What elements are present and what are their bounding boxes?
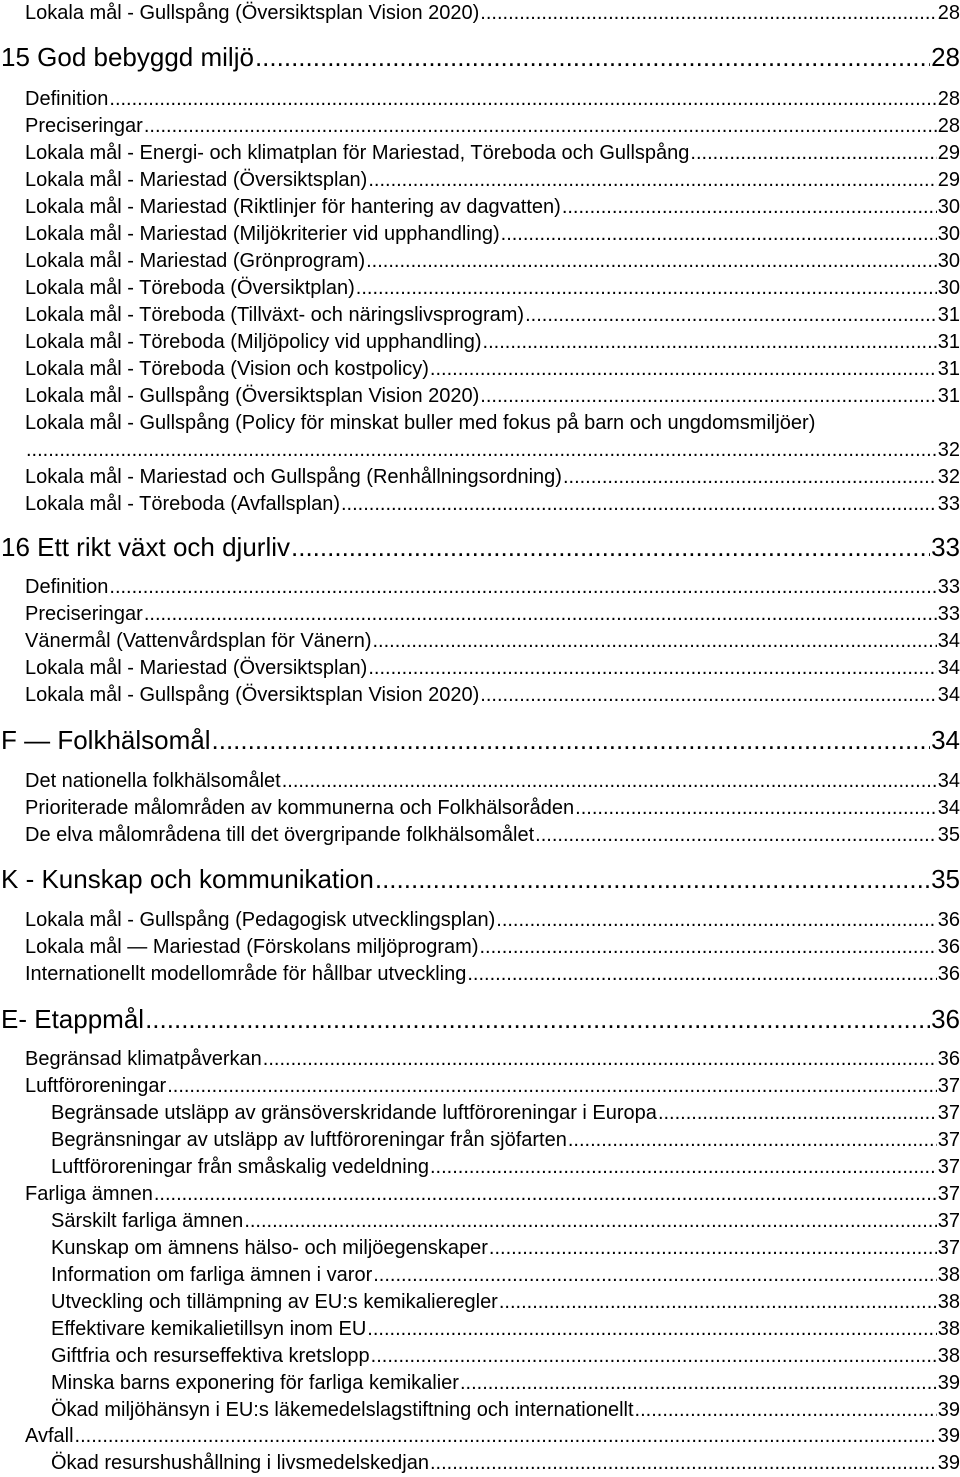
dot-leader xyxy=(460,1370,937,1397)
toc-page-number: 37 xyxy=(937,1075,960,1097)
toc-entry[interactable] xyxy=(25,221,960,248)
toc-entry[interactable] xyxy=(25,356,960,383)
toc-page-number: 33 xyxy=(937,576,960,598)
dot-leader xyxy=(483,329,937,356)
toc-page-number: 37 xyxy=(937,1237,960,1259)
toc-page-number: 31 xyxy=(937,358,960,380)
toc-entry[interactable] xyxy=(25,464,960,491)
toc-entry[interactable] xyxy=(51,1370,960,1397)
toc-page-number: 37 xyxy=(937,1183,960,1205)
toc-entry-title: 16 Ett rikt växt och djurliv xyxy=(1,532,290,562)
dot-leader xyxy=(479,934,936,961)
toc-entry[interactable] xyxy=(25,437,960,464)
toc-entry[interactable] xyxy=(51,1262,960,1289)
dot-leader xyxy=(368,167,936,194)
toc-entry-title: Lokala mål - Gullspång (Pedagogisk utvecklingsplan) xyxy=(25,909,496,931)
dot-leader xyxy=(368,655,936,682)
toc-entry-title: Lokala mål - Töreboda (Översiktplan) xyxy=(25,277,355,299)
toc-entry-title: Luftföroreningar från småskalig vedeldning xyxy=(51,1156,429,1178)
toc-entry-title: Lokala mål - Mariestad (Översiktsplan) xyxy=(25,657,368,679)
toc-page-number: 38 xyxy=(937,1318,960,1340)
toc-entry[interactable] xyxy=(25,113,960,140)
toc-entry[interactable] xyxy=(51,1154,960,1181)
toc-page-number: 35 xyxy=(937,824,960,846)
toc-page-number: 37 xyxy=(937,1129,960,1151)
toc-entry[interactable] xyxy=(51,1235,960,1262)
toc-entry-title: Lokala mål - Töreboda (Vision och kostpolicy) xyxy=(25,358,429,380)
toc-entry-title: Lokala mål - Mariestad (Miljökriterier vid upphandling) xyxy=(25,223,500,245)
dot-leader xyxy=(255,40,930,74)
toc-entry-title: Preciseringar xyxy=(25,115,143,137)
toc-entry-title: 15 God bebyggd miljö xyxy=(1,42,254,72)
toc-page-number: 38 xyxy=(937,1291,960,1313)
toc-entry-title: Lokala mål - Mariestad och Gullspång (Renhållningsordning) xyxy=(25,466,562,488)
toc-entry[interactable] xyxy=(51,1397,960,1424)
toc-page-number: 28 xyxy=(931,42,960,72)
toc-page-number: 39 xyxy=(937,1372,960,1394)
toc-entry[interactable] xyxy=(25,0,960,27)
toc-page-number: 37 xyxy=(937,1210,960,1232)
toc-entry[interactable] xyxy=(25,1073,960,1100)
toc-entry[interactable] xyxy=(25,907,960,934)
dot-leader xyxy=(499,1289,937,1316)
toc-entry-title: Begränsade utsläpp av gränsöverskridande luftföroreningar i Europa xyxy=(51,1102,657,1124)
toc-entry-title: K - Kunskap och kommunikation xyxy=(1,864,374,894)
toc-entry-title: Begränsningar av utsläpp av luftföroreningar från sjöfarten xyxy=(51,1129,567,1151)
toc-entry-title: Lokala mål - Mariestad (Översiktsplan) xyxy=(25,169,368,191)
toc-page-number: 37 xyxy=(937,1156,960,1178)
toc-page-number: 28 xyxy=(937,2,960,24)
toc-entry-title: Ökad resurshushållning i livsmedelskedjan xyxy=(51,1452,429,1474)
dot-leader xyxy=(154,1181,937,1208)
dot-leader xyxy=(263,1046,937,1073)
toc-entry-title-wrapped[interactable]: Lokala mål - Gullspång (Policy för minskat buller med fokus på barn och ungdomsmiljöer) xyxy=(25,412,816,434)
toc-entry-title: Lokala mål — Mariestad (Förskolans miljöprogram) xyxy=(25,936,479,958)
toc-entry-title: Utveckling och tillämpning av EU:s kemikalieregler xyxy=(51,1291,498,1313)
toc-entry-title: F — Folkhälsomål xyxy=(1,725,211,755)
toc-entry[interactable] xyxy=(25,961,960,988)
toc-page-number: 38 xyxy=(937,1345,960,1367)
toc-entry-title: Lokala mål - Töreboda (Miljöpolicy vid upphandling) xyxy=(25,331,482,353)
toc-entry[interactable] xyxy=(25,601,960,628)
toc-entry[interactable] xyxy=(25,682,960,709)
toc-entry[interactable] xyxy=(51,1450,960,1477)
toc-page-number: 31 xyxy=(937,385,960,407)
dot-leader xyxy=(563,464,937,491)
toc-section-heading[interactable] xyxy=(1,862,960,896)
dot-leader xyxy=(480,383,936,410)
toc-page-number: 33 xyxy=(931,532,960,562)
toc-page-number: 39 xyxy=(937,1452,960,1474)
toc-entry-title: Preciseringar xyxy=(25,603,143,625)
dot-leader xyxy=(291,530,930,564)
toc-entry-title: De elva målområdena till det övergripande folkhälsomålet xyxy=(25,824,535,846)
toc-page-number: 30 xyxy=(937,277,960,299)
toc-entry[interactable] xyxy=(25,574,960,601)
toc-page-number: 34 xyxy=(937,770,960,792)
dot-leader xyxy=(430,356,937,383)
toc-entry[interactable] xyxy=(25,1423,960,1450)
dot-leader xyxy=(635,1397,937,1424)
toc-page-number: 39 xyxy=(937,1425,960,1447)
dot-leader xyxy=(167,1073,937,1100)
toc-page-number: 38 xyxy=(937,1264,960,1286)
toc-entry-title: Farliga ämnen xyxy=(25,1183,153,1205)
dot-leader xyxy=(430,1450,937,1477)
dot-leader xyxy=(26,437,937,464)
dot-leader xyxy=(480,0,936,27)
toc-entry-title: Lokala mål - Gullspång (Översiktsplan Vision 2020) xyxy=(25,385,480,407)
toc-page-number: 30 xyxy=(937,196,960,218)
toc-entry-title: Lokala mål - Mariestad (Grönprogram) xyxy=(25,250,366,272)
toc-entry-title: E- Etappmål xyxy=(1,1004,145,1034)
toc-page-number: 36 xyxy=(937,936,960,958)
dot-leader xyxy=(144,601,937,628)
toc-page-number: 34 xyxy=(937,657,960,679)
toc-entry[interactable] xyxy=(51,1127,960,1154)
toc-page-number: 31 xyxy=(937,331,960,353)
toc-entry[interactable] xyxy=(25,140,960,167)
toc-entry-title: Lokala mål - Töreboda (Avfallsplan) xyxy=(25,493,340,515)
toc-page-number: 36 xyxy=(937,963,960,985)
toc-entry[interactable] xyxy=(51,1316,960,1343)
toc-entry-title: Särskilt farliga ämnen xyxy=(51,1210,244,1232)
toc-entry-title: Lokala mål - Energi- och klimatplan för Mariestad, Töreboda och Gullspång xyxy=(25,142,690,164)
toc-entry-title: Internationellt modellområde för hållbar utveckling xyxy=(25,963,467,985)
toc-section-heading[interactable] xyxy=(1,1002,960,1036)
toc-entry[interactable] xyxy=(25,248,960,275)
dot-leader xyxy=(109,86,936,113)
dot-leader xyxy=(535,822,937,849)
toc-entry[interactable] xyxy=(25,628,960,655)
dot-leader xyxy=(244,1208,936,1235)
dot-leader xyxy=(501,221,937,248)
toc-page-number: 33 xyxy=(937,603,960,625)
dot-leader xyxy=(212,723,931,757)
toc-entry[interactable] xyxy=(51,1208,960,1235)
toc-entry[interactable] xyxy=(51,1289,960,1316)
toc-page-number: 34 xyxy=(937,797,960,819)
toc-entry-title: Definition xyxy=(25,576,109,598)
dot-leader xyxy=(356,275,937,302)
toc-page-number: 37 xyxy=(937,1102,960,1124)
dot-leader xyxy=(496,907,936,934)
dot-leader xyxy=(372,628,936,655)
toc-page-number: 36 xyxy=(937,1048,960,1070)
toc-entry[interactable] xyxy=(25,194,960,221)
toc-page-number: 39 xyxy=(937,1399,960,1421)
toc-entry[interactable] xyxy=(25,302,960,329)
toc-entry[interactable] xyxy=(25,329,960,356)
toc-page-number: 31 xyxy=(937,304,960,326)
toc-entry[interactable] xyxy=(25,86,960,113)
dot-leader xyxy=(371,1343,937,1370)
dot-leader xyxy=(366,248,937,275)
toc-entry[interactable] xyxy=(25,383,960,410)
dot-leader xyxy=(525,302,937,329)
toc-entry[interactable] xyxy=(25,934,960,961)
toc-section-heading[interactable] xyxy=(1,530,960,564)
dot-leader xyxy=(367,1316,936,1343)
toc-entry[interactable] xyxy=(25,167,960,194)
toc-page-number: 30 xyxy=(937,250,960,272)
dot-leader xyxy=(341,491,937,518)
toc-entry-title: Giftfria och resurseffektiva kretslopp xyxy=(51,1345,370,1367)
toc-entry[interactable] xyxy=(25,1181,960,1208)
dot-leader xyxy=(109,574,936,601)
toc-entry-title: Det nationella folkhälsomålet xyxy=(25,770,281,792)
toc-page-number: 34 xyxy=(937,684,960,706)
toc-entry-title: Lokala mål - Gullspång (Översiktsplan Vision 2020) xyxy=(25,2,480,24)
dot-leader xyxy=(144,113,937,140)
toc-entry-title: Lokala mål - Töreboda (Tillväxt- och näringslivsprogram) xyxy=(25,304,525,326)
toc-page-number: 28 xyxy=(937,115,960,137)
dot-leader xyxy=(562,194,937,221)
toc-entry[interactable] xyxy=(25,1046,960,1073)
toc-entry[interactable] xyxy=(25,491,960,518)
dot-leader xyxy=(282,768,937,795)
toc-page-number: 34 xyxy=(937,630,960,652)
toc-entry-title: Ökad miljöhänsyn i EU:s läkemedelslagstiftning och internationellt xyxy=(51,1399,634,1421)
toc-page-number: 29 xyxy=(937,142,960,164)
dot-leader xyxy=(75,1423,937,1450)
toc-entry[interactable] xyxy=(25,655,960,682)
toc-page-number: 30 xyxy=(937,223,960,245)
toc-entry[interactable] xyxy=(25,795,960,822)
toc-page-number: 29 xyxy=(937,169,960,191)
toc-entry-title: Definition xyxy=(25,88,109,110)
toc-entry-title: Kunskap om ämnens hälso- och miljöegenskaper xyxy=(51,1237,488,1259)
dot-leader xyxy=(430,1154,937,1181)
toc-entry-title: Prioriterade målområden av kommunerna och Folkhälsoråden xyxy=(25,797,575,819)
dot-leader xyxy=(467,961,936,988)
toc-page-number: 32 xyxy=(937,439,960,461)
toc-page-number: 28 xyxy=(937,88,960,110)
dot-leader xyxy=(658,1100,937,1127)
toc-entry-title: Avfall xyxy=(25,1425,74,1447)
toc-entry[interactable] xyxy=(25,275,960,302)
dot-leader xyxy=(690,140,936,167)
dot-leader xyxy=(373,1262,937,1289)
toc-entry-title: Effektivare kemikalietillsyn inom EU xyxy=(51,1318,367,1340)
toc-page-number: 36 xyxy=(931,1004,960,1034)
toc-entry[interactable] xyxy=(25,822,960,849)
dot-leader xyxy=(145,1002,930,1036)
toc-entry-title: Luftföroreningar xyxy=(25,1075,167,1097)
dot-leader xyxy=(575,795,937,822)
dot-leader xyxy=(568,1127,937,1154)
dot-leader xyxy=(480,682,936,709)
dot-leader xyxy=(489,1235,937,1262)
toc-entry-title: Lokala mål - Gullspång (Översiktsplan Vision 2020) xyxy=(25,684,480,706)
dot-leader xyxy=(375,862,930,896)
toc-page-number: 33 xyxy=(937,493,960,515)
toc-entry-title: Vänermål (Vattenvårdsplan för Vänern) xyxy=(25,630,372,652)
toc-page-number: 34 xyxy=(931,725,960,755)
toc-section-heading[interactable] xyxy=(1,40,960,74)
toc-page-number: 36 xyxy=(937,909,960,931)
toc-entry[interactable] xyxy=(51,1100,960,1127)
toc-entry-title: Lokala mål - Mariestad (Riktlinjer för hantering av dagvatten) xyxy=(25,196,561,218)
toc-entry-title: Information om farliga ämnen i varor xyxy=(51,1264,373,1286)
toc-page-number: 32 xyxy=(937,466,960,488)
toc-entry-title: Minska barns exponering för farliga kemikalier xyxy=(51,1372,459,1394)
toc-page-number: 35 xyxy=(931,864,960,894)
toc-entry[interactable] xyxy=(25,768,960,795)
toc-entry[interactable] xyxy=(51,1343,960,1370)
toc-section-heading[interactable] xyxy=(1,723,960,757)
toc-entry-title: Begränsad klimatpåverkan xyxy=(25,1048,262,1070)
